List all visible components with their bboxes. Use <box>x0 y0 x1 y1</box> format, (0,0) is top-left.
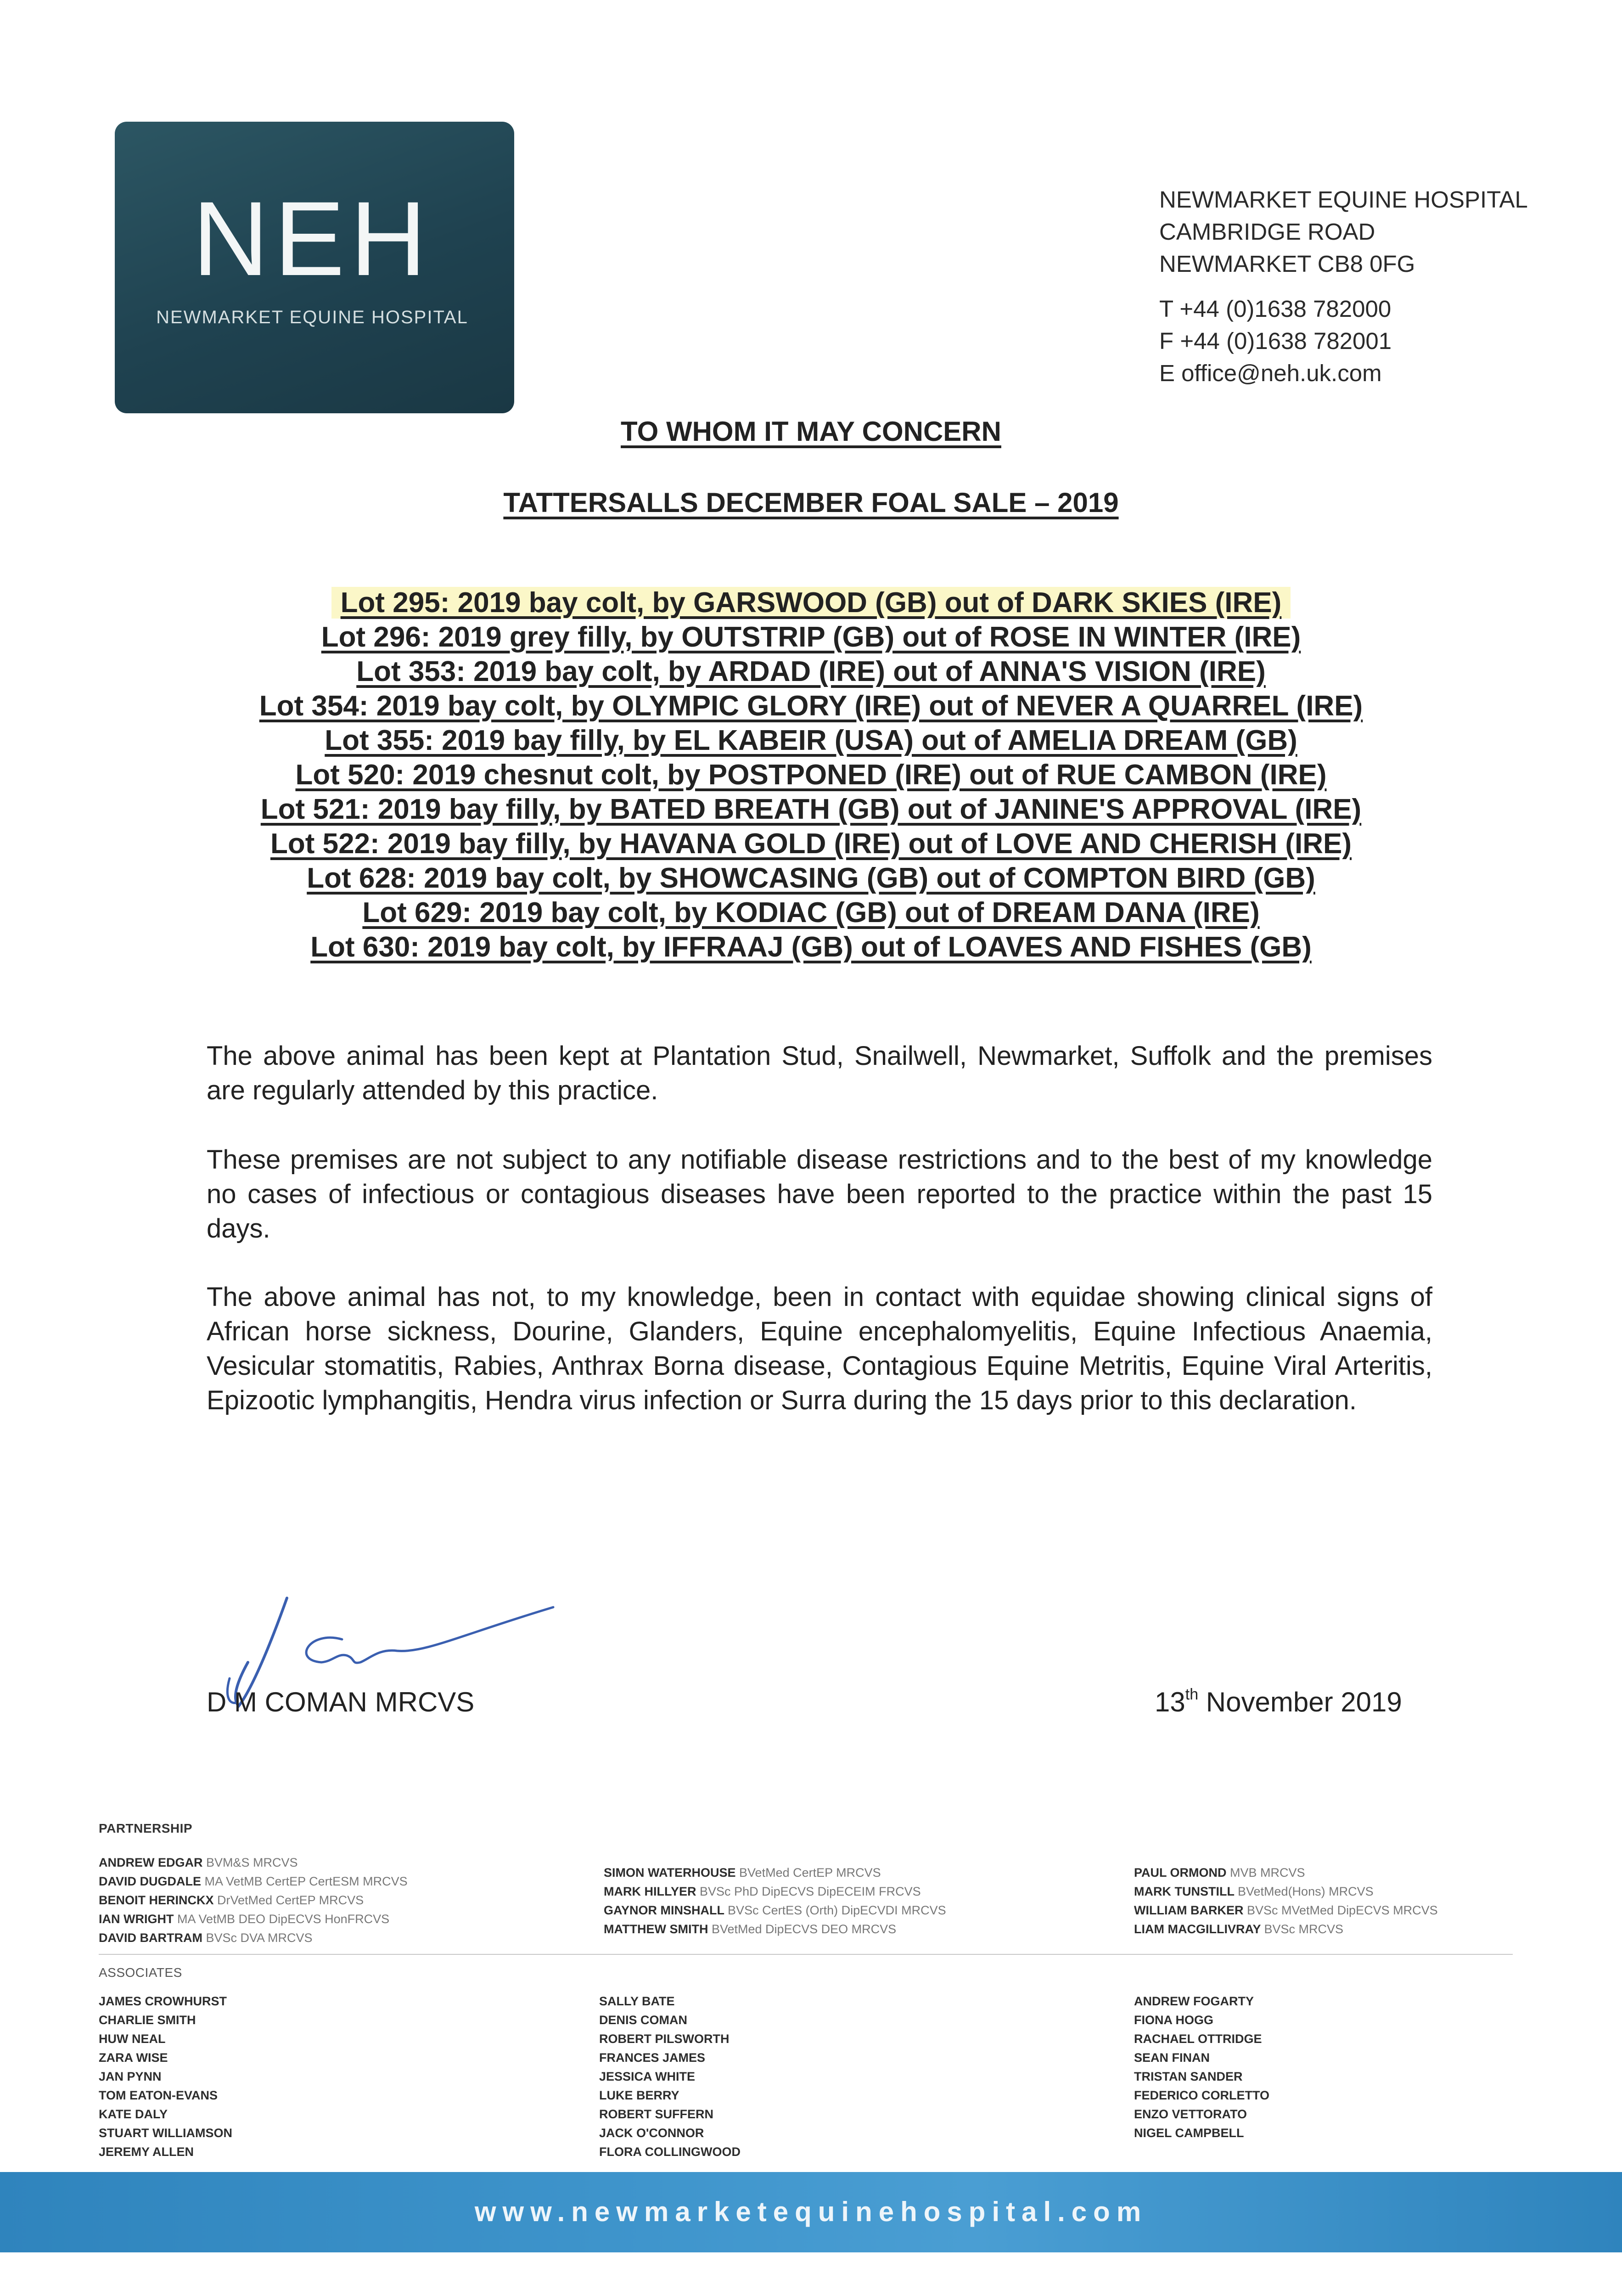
lot-item: Lot 354: 2019 bay colt, by OLYMPIC GLORY (IRE) out of NEVER A QUARREL (IRE) <box>259 690 1363 722</box>
partner-entry: BENOIT HERINCKX DrVetMed CertEP MRCVS <box>99 1893 364 1907</box>
partner-entry: MARK HILLYER BVSc PhD DipECVS DipECEIM FRCVS <box>604 1885 921 1898</box>
partner-entry: LIAM MACGILLIVRAY BVSc MRCVS <box>1134 1922 1344 1936</box>
associate-entry: JEREMY ALLEN <box>99 2145 194 2159</box>
associate-entry: JESSICA WHITE <box>599 2070 696 2083</box>
partner-entry: MARK TUNSTILL BVetMed(Hons) MRCVS <box>1134 1885 1374 1898</box>
associate-entry: CHARLIE SMITH <box>99 2013 196 2027</box>
hospital-contacts <box>1159 293 1572 389</box>
lot-item: Lot 628: 2019 bay colt, by SHOWCASING (GB) out of COMPTON BIRD (GB) <box>307 862 1315 894</box>
date-day: 13 <box>1155 1687 1185 1717</box>
hospital-address <box>1159 184 1572 280</box>
address-line: NEWMARKET CB8 0FG <box>1159 251 1415 277</box>
partner-entry: IAN WRIGHT MA VetMB DEO DipECVS HonFRCVS <box>99 1912 390 1926</box>
associate-entry: NIGEL CAMPBELL <box>1134 2126 1244 2140</box>
logo-subtitle: NEWMARKET EQUINE HOSPITAL <box>156 307 468 327</box>
associate-entry: JACK O'CONNOR <box>599 2126 704 2140</box>
associates-column-1 <box>99 1992 232 2161</box>
partners-column-3 <box>1134 1863 1438 1939</box>
associate-entry: LUKE BERRY <box>599 2088 679 2102</box>
lot-item <box>115 585 1507 620</box>
associates-column-2 <box>599 1992 741 2161</box>
associates-label: ASSOCIATES <box>99 1965 182 1980</box>
associate-entry: TRISTAN SANDER <box>1134 2070 1243 2083</box>
associate-entry: ROBERT SUFFERN <box>599 2107 713 2121</box>
associate-entry: SEAN FINAN <box>1134 2051 1210 2065</box>
partner-entry: PAUL ORMOND MVB MRCVS <box>1134 1866 1305 1880</box>
associate-entry: KATE DALY <box>99 2107 168 2121</box>
lot-item: Lot 520: 2019 chesnut colt, by POSTPONED (IRE) out of RUE CAMBON (IRE) <box>295 759 1327 791</box>
partner-entry: WILLIAM BARKER BVSc MVetMed DipECVS MRCVS <box>1134 1903 1438 1917</box>
partner-entry: SIMON WATERHOUSE BVetMed CertEP MRCVS <box>604 1866 881 1880</box>
associate-entry: ENZO VETTORATO <box>1134 2107 1247 2121</box>
salutation-heading: TO WHOM IT MAY CONCERN <box>621 416 1001 447</box>
lot-item: Lot 522: 2019 bay filly, by HAVANA GOLD (IRE) out of LOVE AND CHERISH (IRE) <box>270 828 1352 860</box>
neh-logo <box>115 122 514 413</box>
partner-entry: DAVID BARTRAM BVSc DVA MRCVS <box>99 1931 313 1945</box>
signer-name: D M COMAN MRCVS <box>207 1687 475 1717</box>
lot-item: Lot 353: 2019 bay colt, by ARDAD (IRE) out of ANNA'S VISION (IRE) <box>356 656 1266 687</box>
associate-entry: FEDERICO CORLETTO <box>1134 2088 1270 2102</box>
associate-entry: ZARA WISE <box>99 2051 168 2065</box>
lot-item: Lot 355: 2019 bay filly, by EL KABEIR (USA) out of AMELIA DREAM (GB) <box>325 725 1297 756</box>
lot-item: Lot 629: 2019 bay colt, by KODIAC (GB) out of DREAM DANA (IRE) <box>362 897 1260 929</box>
associate-entry: TOM EATON-EVANS <box>99 2088 218 2102</box>
associate-entry: ROBERT PILSWORTH <box>599 2032 730 2046</box>
disease-restrictions-paragraph: These premises are not subject to any notifiable disease restrictions and to the best of my knowledge no cases of infectious or contagious diseases have been reported to the practice within the past 15 days. <box>207 1145 1432 1244</box>
fax-number: F +44 (0)1638 782001 <box>1159 328 1392 354</box>
associate-entry: ANDREW FOGARTY <box>1134 1994 1254 2008</box>
associates-column-3 <box>1134 1992 1269 2143</box>
sale-heading: TATTERSALLS DECEMBER FOAL SALE – 2019 <box>503 487 1119 518</box>
lot-list <box>115 585 1507 964</box>
lot-item: Lot 521: 2019 bay filly, by BATED BREATH (GB) out of JANINE'S APPROVAL (IRE) <box>260 793 1362 825</box>
associate-entry: JAMES CROWHURST <box>99 1994 227 2008</box>
associate-entry: RACHAEL OTTRIDGE <box>1134 2032 1262 2046</box>
associate-entry: JAN PYNN <box>99 2070 162 2083</box>
associate-entry: SALLY BATE <box>599 1994 675 2008</box>
associate-entry: STUART WILLIAMSON <box>99 2126 232 2140</box>
partners-column-2 <box>604 1863 946 1939</box>
associate-entry: FRANCES JAMES <box>599 2051 706 2065</box>
date-month-year: November 2019 <box>1198 1687 1402 1717</box>
website-link[interactable]: www.newmarketequinehospital.com <box>474 2196 1148 2227</box>
associate-entry: HUW NEAL <box>99 2032 166 2046</box>
partner-entry: GAYNOR MINSHALL BVSc CertES (Orth) DipECVDI MRCVS <box>604 1903 946 1917</box>
logo-mark: NEH <box>192 180 432 298</box>
footer-bar <box>0 2172 1622 2252</box>
partner-entry: DAVID DUGDALE MA VetMB CertEP CertESM MRCVS <box>99 1874 408 1888</box>
declaration-date <box>1155 1686 1402 1718</box>
date-suffix: th <box>1185 1686 1199 1703</box>
lot-item-highlighted: Lot 295: 2019 bay colt, by GARSWOOD (GB) out of DARK SKIES (IRE) <box>331 587 1291 619</box>
staff-divider <box>99 1954 1513 1955</box>
lot-item: Lot 296: 2019 grey filly, by OUTSTRIP (GB) out of ROSE IN WINTER (IRE) <box>321 621 1301 653</box>
email-address: E office@neh.uk.com <box>1159 360 1382 386</box>
associate-entry: DENIS COMAN <box>599 2013 688 2027</box>
partnership-label: PARTNERSHIP <box>99 1821 193 1835</box>
premises-paragraph: The above animal has been kept at Plantation Stud, Snailwell, Newmarket, Suffolk and the premises are regularly attended by this practice. <box>207 1041 1432 1105</box>
lot-item: Lot 630: 2019 bay colt, by IFFRAAJ (GB) out of LOAVES AND FISHES (GB) <box>310 931 1312 963</box>
partners-column-1 <box>99 1853 408 1947</box>
partner-entry: MATTHEW SMITH BVetMed DipECVS DEO MRCVS <box>604 1922 897 1936</box>
associate-entry: FLORA COLLINGWOOD <box>599 2145 741 2159</box>
address-line: CAMBRIDGE ROAD <box>1159 219 1375 245</box>
associate-entry: FIONA HOGG <box>1134 2013 1213 2027</box>
phone-number: T +44 (0)1638 782000 <box>1159 296 1392 322</box>
partner-entry: ANDREW EDGAR BVM&S MRCVS <box>99 1856 298 1869</box>
contact-declaration-paragraph: The above animal has not, to my knowledge, been in contact with equidae showing clinical signs of African horse sickness, Dourine, Glanders, Equine encephalomyelitis, Equine Infectious Anaemia, Vesicular stomatitis, Rabies, Anthrax Borna disease, Contagious Equine Metritis, Equine Viral Arteritis, Epizootic lymphangitis, Hendra virus infection or Surra during the 15 days prior to this declaration. <box>207 1282 1432 1415</box>
address-line: NEWMARKET EQUINE HOSPITAL <box>1159 186 1528 213</box>
